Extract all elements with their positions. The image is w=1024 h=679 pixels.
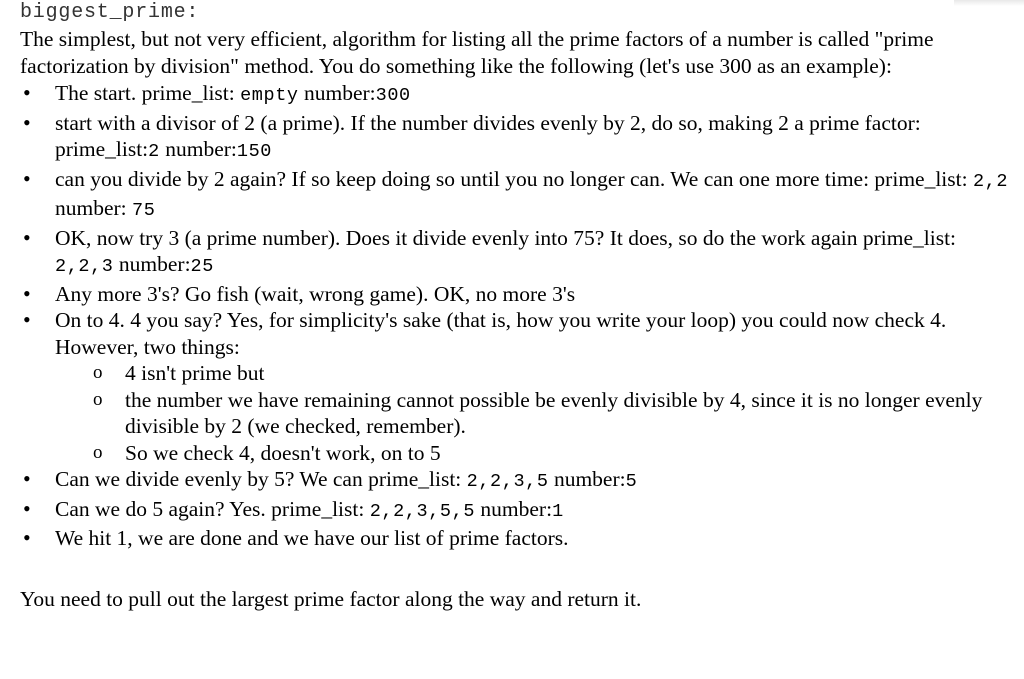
code-value: 2,2,3,5,5: [369, 500, 476, 522]
step-start: [20, 80, 1010, 110]
code-value: 75: [132, 200, 156, 221]
step-text: Can we divide evenly by 5? We can prime_list:: [55, 467, 467, 491]
step-text: number:: [113, 252, 191, 276]
step-5-again: [20, 496, 1010, 526]
step-divide-by-2: [20, 110, 1010, 166]
step-text: number:: [548, 467, 626, 491]
step-text: On to 4. 4 you say? Yes, for simplicity's sake (that is, how you write your loop) you could now check 4. However, two things:: [55, 308, 947, 359]
code-value: empty: [240, 85, 299, 106]
code-value: 5: [625, 471, 638, 492]
step-text: can you divide by 2 again? If so keep doing so until you no longer can. We can one more time: prime_list:: [55, 166, 973, 191]
document: [20, 0, 1010, 613]
step-text: number:: [298, 81, 376, 105]
code-value: 25: [190, 256, 214, 277]
sub-item: o So we check 4, doesn't work, on to 5: [55, 440, 1010, 467]
code-value: 2: [148, 141, 160, 162]
code-value: 1: [552, 500, 564, 522]
code-value: 2,2: [972, 170, 1009, 192]
step-divide-by-2-again: [20, 166, 1010, 225]
step-divide-by-5: [20, 466, 1010, 496]
step-on-to-4: [20, 307, 1010, 466]
code-value: 300: [375, 85, 411, 106]
code-value: 2,2,3,5: [466, 471, 549, 492]
sub-item: o 4 isn't prime but: [55, 360, 1010, 387]
step-text: OK, now try 3 (a prime number). Does it divide evenly into 75? It does, so do the work again prime_list:: [55, 225, 957, 250]
step-hit-1: • We hit 1, we are done and we have our list of prime factors.: [20, 525, 1010, 552]
closing-paragraph: You need to pull out the largest prime factor along the way and return it.: [20, 586, 642, 611]
function-title: biggest_prime:: [20, 1, 200, 24]
step-text: The start. prime_list:: [55, 81, 241, 105]
step-text: Can we do 5 again? Yes. prime_list:: [55, 496, 370, 521]
step-text: start with a divisor of 2 (a prime). If the number divides evenly by 2, do so, making 2 a prime factor: prime_list:: [55, 110, 921, 161]
sub-item: o the number we have remaining cannot possible be evenly divisible by 4, since it is no longer evenly divisible by 2 (we checked, remember).: [55, 387, 1010, 440]
step-text: number:: [475, 496, 553, 521]
steps-list: [20, 80, 1010, 552]
spacer: [20, 552, 1010, 586]
code-value: 2,2,3: [55, 256, 114, 277]
step-try-3: [20, 225, 1010, 281]
intro-paragraph: The simplest, but not very efficient, algorithm for listing all the prime factors of a number is called "prime factorization by division" method. You do something like the following (let's use 300 as an example):: [20, 27, 934, 78]
code-value: 150: [236, 141, 273, 162]
step-more-3s: • Any more 3's? Go fish (wait, wrong game). OK, no more 3's: [20, 281, 1010, 308]
sub-list: [55, 360, 1010, 466]
step-text: number:: [55, 196, 133, 220]
step-text: number:: [159, 137, 237, 161]
